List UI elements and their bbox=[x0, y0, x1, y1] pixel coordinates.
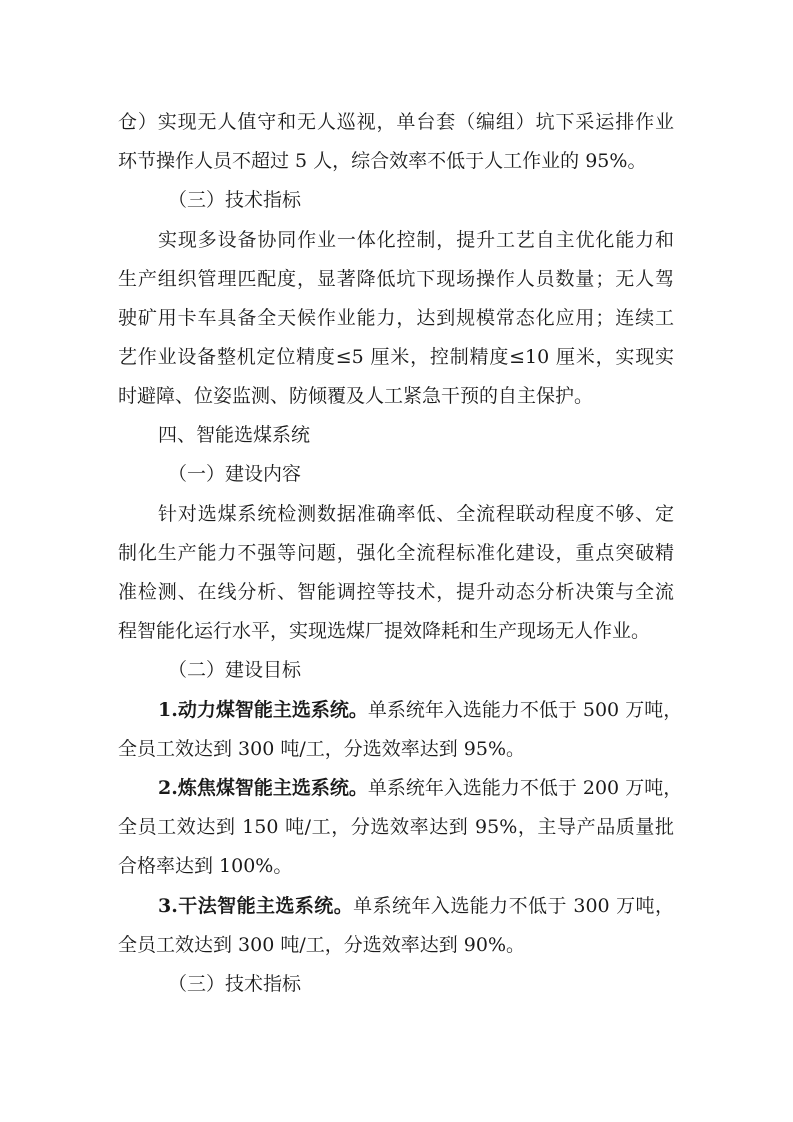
paragraph-line: 实现多设备协同作业一体化控制，提升工艺自主优化能力和 bbox=[158, 229, 674, 251]
paragraph-line: 全员工效达到 150 吨/工，分选效率达到 95%，主导产品质量批 bbox=[118, 816, 674, 838]
paragraph-line: 仓）实现无人值守和无人巡视，单台套（编组）坑下采运排作业 bbox=[118, 111, 674, 133]
paragraph-line: 针对选煤系统检测数据准确率低、全流程联动程度不够、定 bbox=[158, 503, 674, 525]
item-title: 2.炼焦煤智能主选系统。 bbox=[158, 777, 368, 799]
chapter-heading: 四、智能选煤系统 bbox=[158, 424, 311, 446]
item-text: 单系统年入选能力不低于 300 万吨， bbox=[353, 895, 674, 917]
section-heading: （三）技术指标 bbox=[168, 189, 302, 211]
section-heading: （三）技术指标 bbox=[168, 973, 302, 995]
section-heading: （二）建设目标 bbox=[168, 659, 302, 681]
list-item-line bbox=[158, 776, 683, 800]
list-item-line bbox=[158, 698, 683, 722]
paragraph-line: 准检测、在线分析、智能调控等技术，提升动态分析决策与全流 bbox=[118, 581, 674, 603]
paragraph-line: 驶矿用卡车具备全天候作业能力，达到规模常态化应用；连续工 bbox=[118, 307, 674, 329]
paragraph-line: 全员工效达到 300 吨/工，分选效率达到 90%。 bbox=[118, 934, 526, 956]
item-text: 单系统年入选能力不低于 200 万吨， bbox=[367, 777, 683, 799]
paragraph-line: 程智能化运行水平，实现选煤厂提效降耗和生产现场无人作业。 bbox=[118, 620, 651, 642]
paragraph-line: 合格率达到 100%。 bbox=[118, 855, 293, 877]
paragraph-line: 环节操作人员不超过 5 人，综合效率不低于人工作业的 95%。 bbox=[118, 150, 647, 172]
paragraph-line: 制化生产能力不强等问题，强化全流程标准化建设，重点突破精 bbox=[118, 542, 674, 564]
paragraph-line: 艺作业设备整机定位精度≤5 厘米，控制精度≤10 厘米，实现实 bbox=[118, 346, 674, 368]
paragraph-line: 生产组织管理匹配度，显著降低坑下现场操作人员数量；无人驾 bbox=[118, 268, 674, 290]
paragraph-line: 时避障、位姿监测、防倾覆及人工紧急干预的自主保护。 bbox=[118, 385, 594, 407]
list-item-line bbox=[158, 894, 674, 918]
item-title: 3.干法智能主选系统。 bbox=[158, 895, 354, 917]
item-title: 1.动力煤智能主选系统。 bbox=[158, 699, 368, 721]
item-text: 单系统年入选能力不低于 500 万吨， bbox=[367, 699, 683, 721]
section-heading: （一）建设内容 bbox=[168, 463, 302, 485]
paragraph-line: 全员工效达到 300 吨/工，分选效率达到 95%。 bbox=[118, 738, 526, 760]
